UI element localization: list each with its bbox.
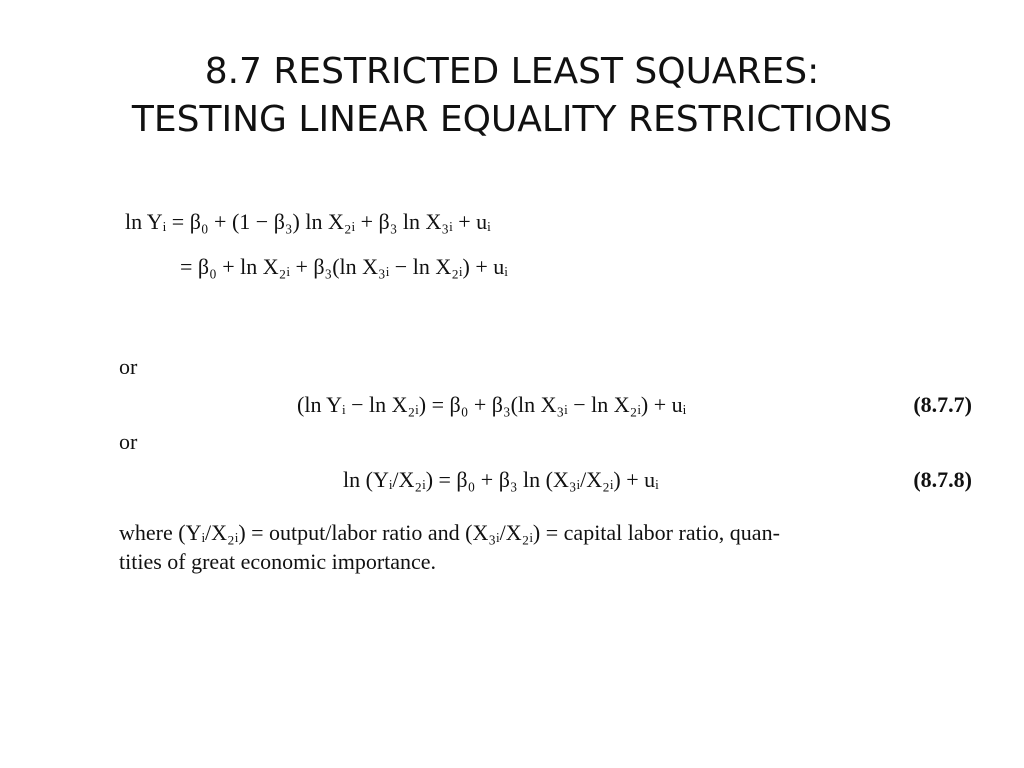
- equation-2: = β₀ + ln X₂ᵢ + β₃(ln X₃ᵢ − ln X₂ᵢ) + uᵢ: [180, 254, 508, 279]
- paragraph-line-1: where (Yᵢ/X₂ᵢ) = output/labor ratio and (X₃ᵢ/X₂ᵢ) = capital labor ratio, quan-: [119, 520, 780, 545]
- slide-title: [0, 48, 1024, 144]
- title-line-2: TESTING LINEAR EQUALITY RESTRICTIONS: [131, 99, 893, 140]
- explanation-paragraph: [119, 518, 979, 576]
- equation-8-7-8: ln (Yᵢ/X₂ᵢ) = β₀ + β₃ ln (X₃ᵢ/X₂ᵢ) + uᵢ: [343, 467, 659, 492]
- title-line-1: 8.7 RESTRICTED LEAST SQUARES:: [204, 51, 820, 92]
- equation-1: ln Yᵢ = β₀ + (1 − β₃) ln X₂ᵢ + β₃ ln X₃ᵢ + uᵢ: [125, 209, 491, 234]
- equation-8-7-7: (ln Yᵢ − ln X₂ᵢ) = β₀ + β₃(ln X₃ᵢ − ln X₂ᵢ) + uᵢ: [297, 392, 687, 417]
- paragraph-line-2: tities of great economic importance.: [119, 549, 437, 574]
- equation-number-8-7-8: (8.7.8): [913, 467, 972, 492]
- equation-number-8-7-7: (8.7.7): [913, 392, 972, 417]
- or-text-1: or: [119, 354, 138, 379]
- or-text-2: or: [119, 429, 138, 454]
